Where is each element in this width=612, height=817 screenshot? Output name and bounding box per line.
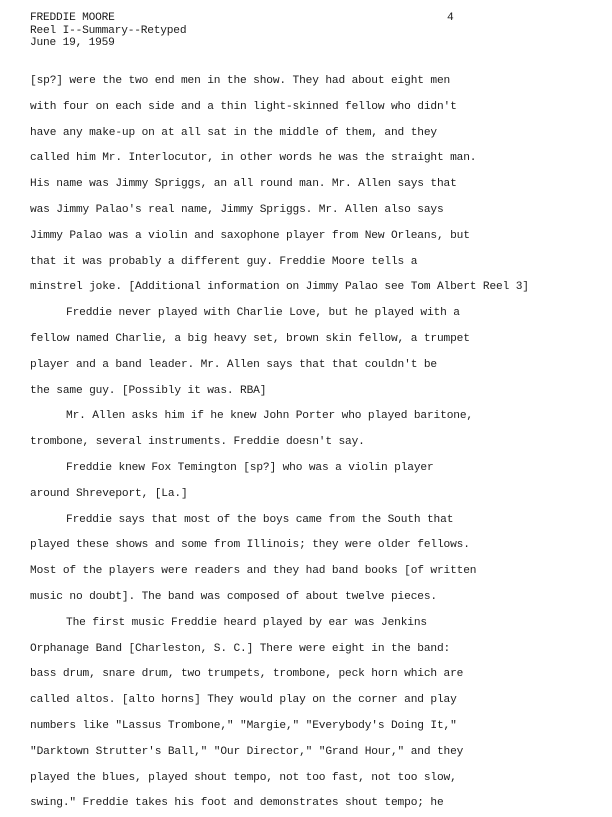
text-line: numbers like "Lassus Trombone," "Margie," "Everybody's Doing It," (30, 719, 457, 732)
header-date: June 19, 1959 (30, 37, 115, 49)
text-line: swing." Freddie takes his foot and demonstrates shout tempo; he (30, 797, 444, 810)
header-name: FREDDIE MOORE (30, 12, 115, 24)
text-line: the same guy. [Possibly it was. RBA] (30, 384, 267, 397)
text-line: Most of the players were readers and they had band books [of written (30, 565, 477, 578)
text-line: was Jimmy Palao's real name, Jimmy Spriggs. Mr. Allen also says (30, 203, 444, 216)
page-number: 4 (447, 12, 454, 24)
text-line: "Darktown Strutter's Ball," "Our Director," "Grand Hour," and they (30, 745, 464, 758)
text-line: Jimmy Palao was a violin and saxophone player from New Orleans, but (30, 229, 470, 242)
text-line: Orphanage Band [Charleston, S. C.] There were eight in the band: (30, 642, 451, 655)
text-line: bass drum, snare drum, two trumpets, trombone, peck horn which are (30, 668, 464, 681)
text-line: around Shreveport, [La.] (30, 487, 188, 500)
text-line: Mr. Allen asks him if he knew John Porter who played baritone, (66, 410, 473, 423)
text-line: that it was probably a different guy. Freddie Moore tells a (30, 255, 418, 268)
text-line: with four on each side and a thin light-skinned fellow who didn't (30, 100, 457, 113)
text-line: minstrel joke. [Additional information on Jimmy Palao see Tom Albert Reel 3] (30, 281, 529, 294)
text-line: music no doubt]. The band was composed of about twelve pieces. (30, 590, 437, 603)
text-line: player and a band leader. Mr. Allen says that that couldn't be (30, 358, 437, 371)
text-line: fellow named Charlie, a big heavy set, brown skin fellow, a trumpet (30, 332, 470, 345)
text-line: Freddie says that most of the boys came from the South that (66, 513, 454, 526)
text-line: Freddie knew Fox Temington [sp?] who was a violin player (66, 461, 434, 474)
text-line: His name was Jimmy Spriggs, an all round man. Mr. Allen says that (30, 178, 457, 191)
text-line: played these shows and some from Illinois; they were older fellows. (30, 539, 470, 552)
text-line: called altos. [alto horns] They would play on the corner and play (30, 694, 457, 707)
text-line: trombone, several instruments. Freddie doesn't say. (30, 436, 365, 449)
header-reel: Reel I--Summary--Retyped (30, 24, 187, 37)
text-line: have any make-up on at all sat in the middle of them, and they (30, 126, 437, 139)
text-line: Freddie never played with Charlie Love, but he played with a (66, 307, 460, 320)
document-body (30, 69, 590, 817)
text-line: played the blues, played shout tempo, not too fast, not too slow, (30, 771, 457, 784)
document-header (30, 12, 186, 50)
text-line: called him Mr. Interlocutor, in other words he was the straight man. (30, 152, 477, 165)
text-line: The first music Freddie heard played by ear was Jenkins (66, 616, 427, 629)
text-line: [sp?] were the two end men in the show. They had about eight men (30, 75, 451, 87)
